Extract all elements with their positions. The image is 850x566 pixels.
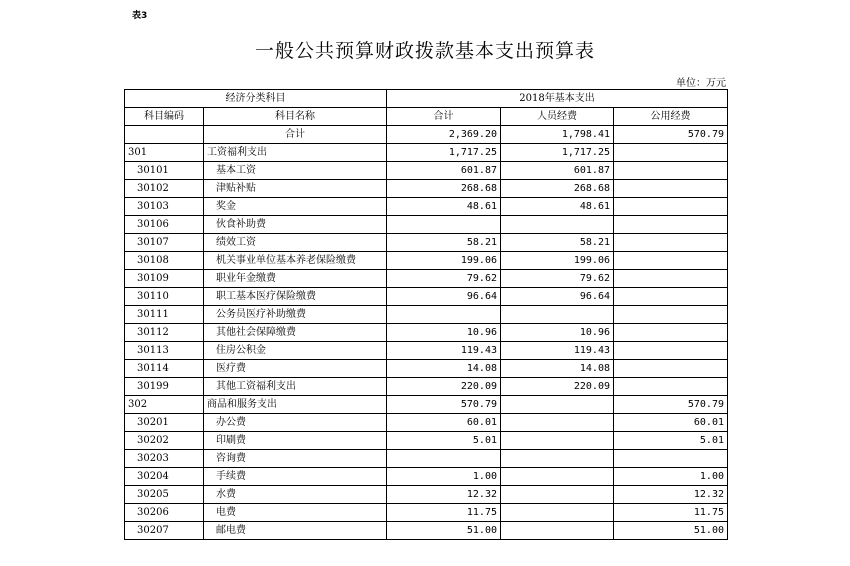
row-total: 570.79 [387,396,501,414]
row-name: 职工基本医疗保险缴费 [204,288,387,306]
row-name: 工资福利支出 [204,144,387,162]
row-total: 5.01 [387,432,501,450]
row-public [614,216,728,234]
row-personnel: 601.87 [501,162,614,180]
row-personnel [501,504,614,522]
row-public: 570.79 [614,396,728,414]
row-total: 220.09 [387,378,501,396]
row-public [614,270,728,288]
row-code: 30202 [125,432,204,450]
row-public: 5.01 [614,432,728,450]
row-public [614,360,728,378]
row-personnel [501,432,614,450]
grand-total-code [125,126,204,144]
row-total: 79.62 [387,270,501,288]
table-row [125,234,728,252]
row-public [614,342,728,360]
row-code: 30101 [125,162,204,180]
row-total: 199.06 [387,252,501,270]
table-row [125,522,728,540]
row-public [614,252,728,270]
header-personnel: 人员经费 [501,108,614,126]
table-row [125,378,728,396]
grand-total-total: 2,369.20 [387,126,501,144]
row-name: 其他工资福利支出 [204,378,387,396]
header-code: 科目编码 [125,108,204,126]
row-personnel: 79.62 [501,270,614,288]
row-code: 30109 [125,270,204,288]
row-personnel: 58.21 [501,234,614,252]
table-row [125,414,728,432]
row-name: 住房公积金 [204,342,387,360]
row-personnel: 48.61 [501,198,614,216]
row-name: 机关事业单位基本养老保险缴费 [204,252,387,270]
row-name: 奖金 [204,198,387,216]
row-public: 12.32 [614,486,728,504]
row-name: 电费 [204,504,387,522]
row-name: 其他社会保障缴费 [204,324,387,342]
row-personnel [501,414,614,432]
row-public: 1.00 [614,468,728,486]
grand-total-public: 570.79 [614,126,728,144]
table-row [125,324,728,342]
row-code: 30199 [125,378,204,396]
header-name: 科目名称 [204,108,387,126]
page-title: 一般公共预算财政拨款基本支出预算表 [254,40,595,62]
row-name: 手续费 [204,468,387,486]
row-code: 30111 [125,306,204,324]
row-personnel [501,450,614,468]
table-row [125,360,728,378]
row-personnel [501,468,614,486]
row-total: 48.61 [387,198,501,216]
table-row [125,432,728,450]
row-total [387,450,501,468]
row-total: 11.75 [387,504,501,522]
table-row [125,162,728,180]
row-name: 医疗费 [204,360,387,378]
row-personnel [501,306,614,324]
row-total: 10.96 [387,324,501,342]
row-public [614,180,728,198]
row-public [614,378,728,396]
header-budget-2018: 2018年基本支出 [387,90,728,108]
grand-total-label: 合计 [204,126,387,144]
row-public [614,162,728,180]
table-row [125,270,728,288]
row-code: 30201 [125,414,204,432]
row-personnel [501,522,614,540]
row-code: 302 [125,396,204,414]
row-total: 60.01 [387,414,501,432]
table-row [125,306,728,324]
header-row-group [125,90,728,108]
unit-label: 单位：万元 [676,78,726,89]
budget-table [124,89,728,540]
row-name: 公务员医疗补助缴费 [204,306,387,324]
row-name: 职业年金缴费 [204,270,387,288]
table-row [125,252,728,270]
row-code: 30106 [125,216,204,234]
row-total: 268.68 [387,180,501,198]
row-total [387,306,501,324]
row-personnel [501,486,614,504]
row-total: 1.00 [387,468,501,486]
grand-total-row [125,126,728,144]
row-name: 邮电费 [204,522,387,540]
row-public: 60.01 [614,414,728,432]
table-row [125,504,728,522]
row-public [614,306,728,324]
row-code: 30113 [125,342,204,360]
row-personnel: 199.06 [501,252,614,270]
row-name: 商品和服务支出 [204,396,387,414]
row-code: 30103 [125,198,204,216]
row-name: 伙食补助费 [204,216,387,234]
table-row [125,198,728,216]
header-row-columns [125,108,728,126]
table-row [125,288,728,306]
row-personnel [501,216,614,234]
row-code: 30108 [125,252,204,270]
row-name: 津贴补贴 [204,180,387,198]
row-personnel: 119.43 [501,342,614,360]
row-total: 51.00 [387,522,501,540]
row-code: 30203 [125,450,204,468]
row-name: 绩效工资 [204,234,387,252]
row-name: 咨询费 [204,450,387,468]
row-total: 601.87 [387,162,501,180]
row-code: 30110 [125,288,204,306]
row-public [614,234,728,252]
row-personnel: 14.08 [501,360,614,378]
row-code: 301 [125,144,204,162]
row-name: 水费 [204,486,387,504]
table-row [125,144,728,162]
row-total: 14.08 [387,360,501,378]
row-total [387,216,501,234]
table-row [125,396,728,414]
table-row [125,486,728,504]
table-number-tag: 表3 [132,11,148,21]
row-public [614,144,728,162]
row-code: 30206 [125,504,204,522]
table-row [125,450,728,468]
row-personnel: 96.64 [501,288,614,306]
row-total: 96.64 [387,288,501,306]
row-code: 30102 [125,180,204,198]
table-row [125,216,728,234]
row-total: 119.43 [387,342,501,360]
row-total: 1,717.25 [387,144,501,162]
header-total: 合计 [387,108,501,126]
row-code: 30107 [125,234,204,252]
row-code: 30205 [125,486,204,504]
row-personnel: 1,717.25 [501,144,614,162]
row-public [614,450,728,468]
row-personnel: 10.96 [501,324,614,342]
row-name: 印刷费 [204,432,387,450]
row-public: 51.00 [614,522,728,540]
table-row [125,342,728,360]
grand-total-personnel: 1,798.41 [501,126,614,144]
row-public [614,288,728,306]
row-name: 基本工资 [204,162,387,180]
row-public [614,324,728,342]
row-total: 12.32 [387,486,501,504]
header-category: 经济分类科目 [125,90,387,108]
row-public: 11.75 [614,504,728,522]
row-total: 58.21 [387,234,501,252]
table-row [125,468,728,486]
row-personnel: 220.09 [501,378,614,396]
header-public: 公用经费 [614,108,728,126]
row-code: 30207 [125,522,204,540]
row-code: 30112 [125,324,204,342]
row-personnel [501,396,614,414]
row-public [614,198,728,216]
table-row [125,180,728,198]
row-personnel: 268.68 [501,180,614,198]
row-code: 30204 [125,468,204,486]
row-name: 办公费 [204,414,387,432]
row-code: 30114 [125,360,204,378]
